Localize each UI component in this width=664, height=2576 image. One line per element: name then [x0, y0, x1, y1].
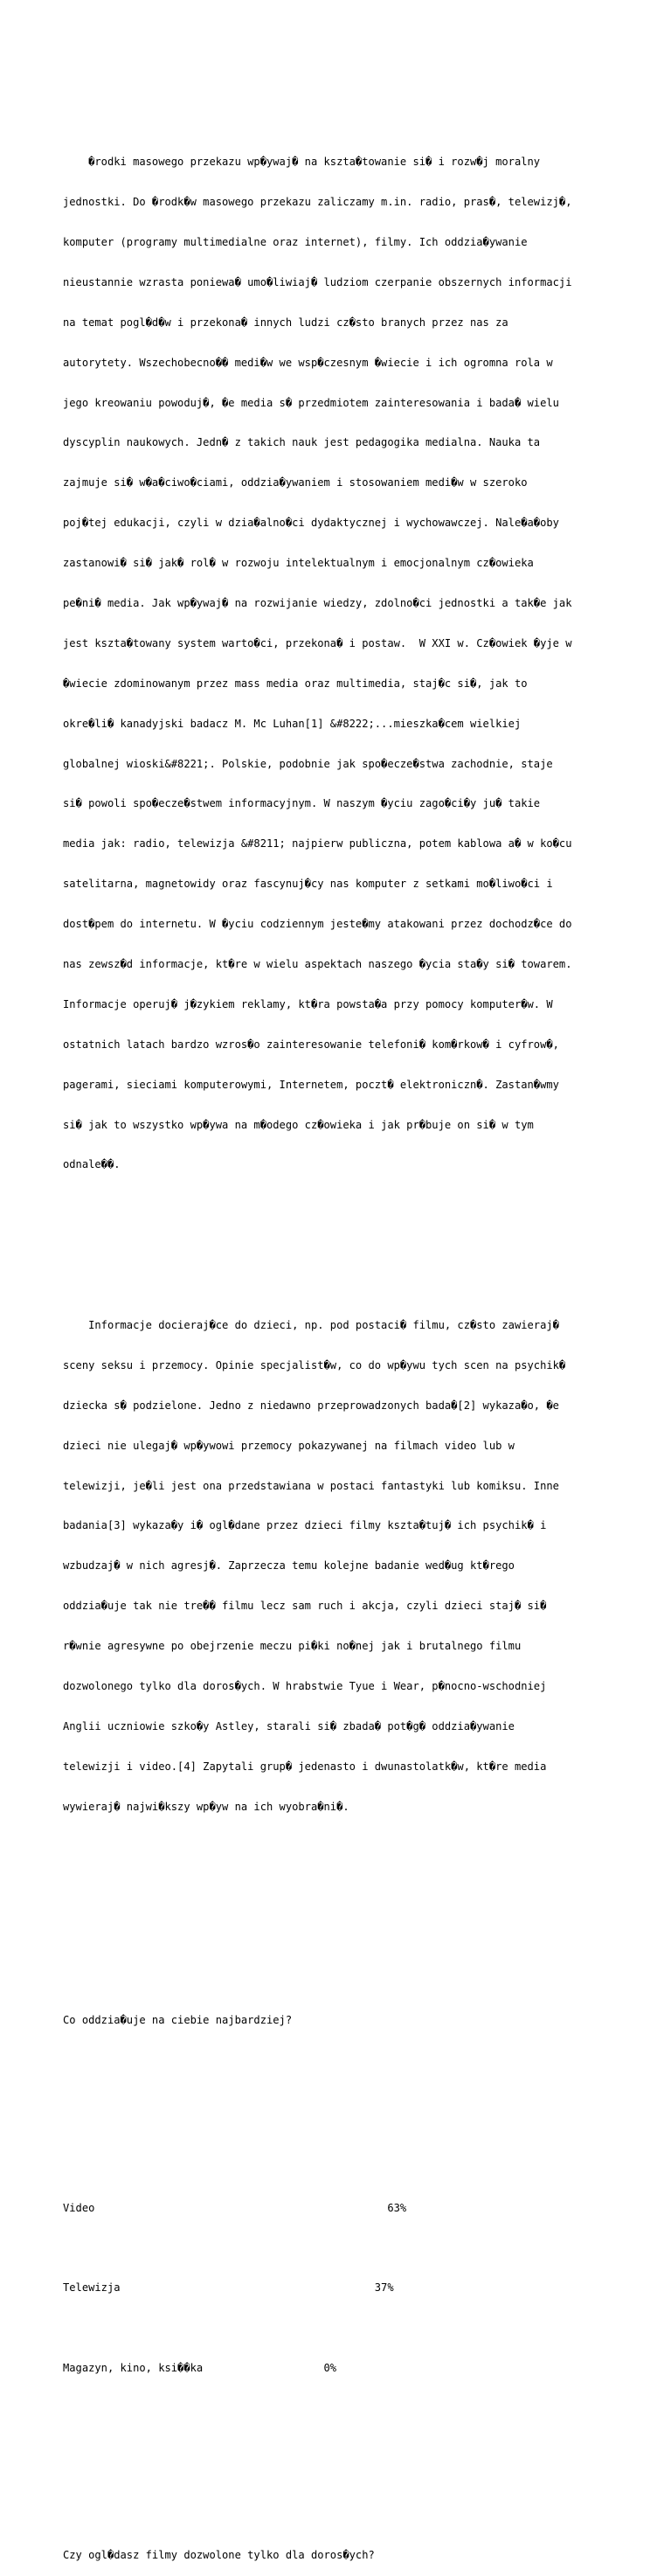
spacer [63, 2496, 605, 2509]
text-line: Informacje operuj� j�zykiem reklamy, kt�ra powsta�a przy pomocy komputer�w. W [63, 997, 553, 1010]
text-line: komputer (programy multimedialne oraz internet), filmy. Ich oddzia�ywanie [63, 235, 528, 248]
survey-row-television: Telewizja 37% [63, 2281, 394, 2295]
spacer [63, 1880, 605, 1893]
text-line: ostatnich latach bardzo wzros�o zainteresowanie telefoni� kom�rkow� i cyfrow�, [63, 1038, 559, 1051]
survey-row-magazine-cinema-book: Magazyn, kino, ksi��ka 0% [63, 2362, 337, 2375]
text-line: telewizji i video.[4] Zapytali grup� jedenasto i dwunastolatk�w, kt�re media [63, 1760, 547, 1773]
spacer [63, 2322, 605, 2335]
text-line: nieustannie wzrasta poniewa� umo�liwiaj� ludziom czerpanie obszernych informacji [63, 275, 572, 288]
text-line: wywieraj� najwi�kszy wp�yw na ich wyobra�ni�. [63, 1800, 349, 1813]
text-line: si� jak to wszystko wp�ywa na m�odego cz�owieka i jak pr�buje on si� w tym [63, 1118, 534, 1131]
text-line: pe�ni� media. Jak wp�ywaj� na rozwijanie wiedzy, zdolno�ci jednostki a tak�e jak [63, 596, 572, 609]
spacer [63, 1920, 605, 1934]
text-line: globalnej wioski&#8221;. Polskie, podobnie jak spo�ecze�stwa zachodnie, staje [63, 757, 553, 770]
paragraph-spacer [63, 1239, 605, 1252]
text-line: r�wnie agresywne po obejrzenie meczu pi�ki no�nej jak i brutalnego filmu [63, 1640, 522, 1653]
text-line: nas zewsz�d informacje, kt�re w wielu aspektach naszego �ycia sta�y si� towarem. [63, 958, 572, 970]
text-line: si� powoli spo�ecze�stwem informacyjnym. W naszym �yciu zago�ci�y ju� takie [63, 797, 541, 810]
text-line: jego kreowaniu powoduj�, �e media s� przedmiotem zainteresowania i bada� wielu [63, 396, 559, 409]
text-line: Informacje docieraj�ce do dzieci, np. pod postaci� filmu, cz�sto zawieraj� [63, 1319, 559, 1332]
text-line: telewizji, je�li jest ona przedstawiana w postaci fantastyki lub komiksu. Inne [63, 1479, 559, 1492]
survey-question-2: Czy ogl�dasz filmy dozwolone tylko dla doros�ych? [63, 2549, 375, 2562]
text-line: dzieci nie ulegaj� wp�ywowi przemocy pokazywanej na filmach video lub w [63, 1439, 515, 1452]
paragraph-children-violence [63, 1292, 605, 1840]
spacer [63, 2415, 605, 2428]
text-line: autorytety. Wszechobecno�� medi�w we wsp�czesnym �wiecie i ich ogromna rola w [63, 356, 553, 369]
survey-row-video: Video 63% [63, 2201, 407, 2214]
spacer [63, 2108, 605, 2121]
text-line: badania[3] wykaza�y i� ogl�dane przez dzieci filmy kszta�tuj� ich psychik� i [63, 1519, 547, 1532]
text-line: wzbudzaj� w nich agresj�. Zaprzecza temu kolejne badanie wed�ug kt�rego [63, 1559, 515, 1573]
text-line: zajmuje si� w�a�ciwo�ciami, oddzia�ywaniem i stosowaniem medi�w w szeroko [63, 476, 528, 490]
document-page [63, 102, 605, 2576]
text-line: Anglii uczniowie szko�y Astley, starali si� zbada� pot�g� oddzia�ywanie [63, 1719, 515, 1732]
text-line: satelitarna, magnetowidy oraz fascynuj�cy nas komputer z setkami mo�liwo�ci i [63, 878, 553, 891]
text-line: dozwolonego tylko dla doros�ych. W hrabstwie Tyue i Wear, p�nocno-wschodniej [63, 1680, 547, 1693]
text-line: �rodki masowego przekazu wp�ywaj� na kszta�towanie si� i rozw�j moralny [63, 156, 541, 169]
text-line: dziecka s� podzielone. Jedno z niedawno przeprowadzonych bada�[2] wykaza�o, �e [63, 1399, 559, 1412]
spacer [63, 2068, 605, 2081]
paragraph-media-influence [63, 129, 605, 1199]
text-line: zastanowi� si� jak� rol� w rozwoju intelektualnym i emocjonalnym cz�owieka [63, 557, 534, 570]
text-line: pagerami, sieciami komputerowymi, Internetem, poczt� elektroniczn�. Zastan�wmy [63, 1078, 559, 1091]
spacer [63, 2148, 605, 2161]
text-line: sceny seksu i przemocy. Opinie specjalist�w, co do wp�ywu tych scen na psychik� [63, 1358, 566, 1371]
text-line: media jak: radio, telewizja &#8211; najpierw publiczna, potem kablowa a� w ko�cu [63, 837, 572, 851]
text-line: jest kszta�towany system warto�ci, przekona� i postaw. W XXI w. Cz�owiek �yje w [63, 636, 572, 649]
text-line: na temat pogl�d�w i przekona� innych ludzi cz�sto branych przez nas za [63, 316, 508, 329]
text-line: jednostki. Do �rodk�w masowego przekazu zaliczamy m.in. radio, pras�, telewizj�, [63, 196, 572, 209]
spacer [63, 2242, 605, 2255]
text-line: poj�tej edukacji, czyli w dzia�alno�ci dydaktycznej i wychowawczej. Nale�a�oby [63, 517, 559, 530]
survey-question-1: Co oddzia�uje na ciebie najbardziej? [63, 2014, 293, 2027]
text-line: oddzia�uje tak nie tre�� filmu lecz sam ruch i akcja, czyli dzieci staj� si� [63, 1600, 547, 1613]
spacer [63, 1961, 605, 1974]
spacer [63, 2455, 605, 2468]
text-line: dyscyplin naukowych. Jedn� z takich nauk jest pedagogika medialna. Nauka ta [63, 436, 541, 449]
text-line: �wiecie zdominowanym przez mass media oraz multimedia, staj�c si�, jak to [63, 677, 528, 690]
text-line: odnale��. [63, 1158, 121, 1171]
text-line: okre�li� kanadyjski badacz M. Mc Luhan[1] &#8222;...mieszka�cem wielkiej [63, 717, 522, 730]
text-line: dost�pem do internetu. W �yciu codziennym jeste�my atakowani przez dochodz�ce do [63, 918, 572, 931]
